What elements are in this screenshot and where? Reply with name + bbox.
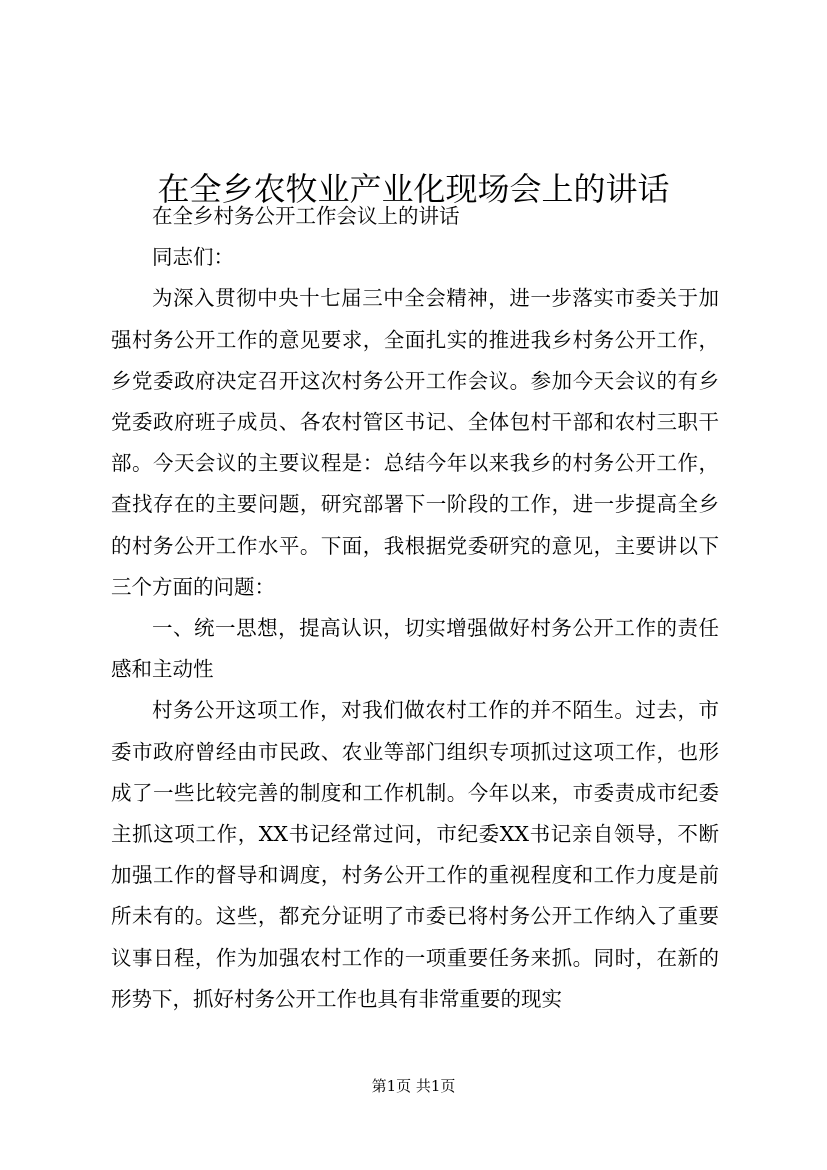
paragraph-intro: 为深入贯彻中央十七届三中全会精神，进一步落实市委关于加强村务公开工作的意见要求，全面扎实的推进我乡村务公开工作，乡党委政府决定召开这次村务公开工作会议。参加今天会议的有乡党委政府班子成员、各农村管区书记、全体包村干部和农村三职干部。今天会议的主要议程是：总结今年以来我乡的村务公开工作，查找存在的主要问题，研究部署下一阶段的工作，进一步提高全乡的村务公开工作水平。下面，我根据党委研究的意见，主要讲以下三个方面的问题： bbox=[111, 286, 719, 599]
document-title: 在全乡农牧业产业化现场会上的讲话 bbox=[157, 170, 670, 209]
paragraph-section-body: 村务公开这项工作，对我们做农村工作的并不陌生。过去，市委市政府曾经由市民政、农业等部门组织专项抓过这项工作，也形成了一些比较完善的制度和工作机制。今年以来，市委责成市纪委主抓这项工作，XX书记经常过问，市纪委XX书记亲自领导，不断加强工作的督导和调度，村务公开工作的重视程度和工作力度是前所未有的。这些，都充分证明了市委已将村务公开工作纳入了重要议事日程，作为加强农村工作的一项重要任务来抓。同时，在新的形势下，抓好村务公开工作也具有非常重要的现实 bbox=[111, 698, 719, 1011]
paragraph-salutation: 同志们： bbox=[152, 245, 234, 270]
document-body bbox=[111, 196, 719, 1020]
paragraph-section-heading: 一、统一思想，提高认识，切实增强做好村务公开工作的责任感和主动性 bbox=[111, 616, 719, 682]
page-footer: 第1页 共1页 bbox=[371, 1077, 456, 1095]
paragraph-subtitle: 在全乡村务公开工作会议上的讲话 bbox=[152, 204, 460, 228]
